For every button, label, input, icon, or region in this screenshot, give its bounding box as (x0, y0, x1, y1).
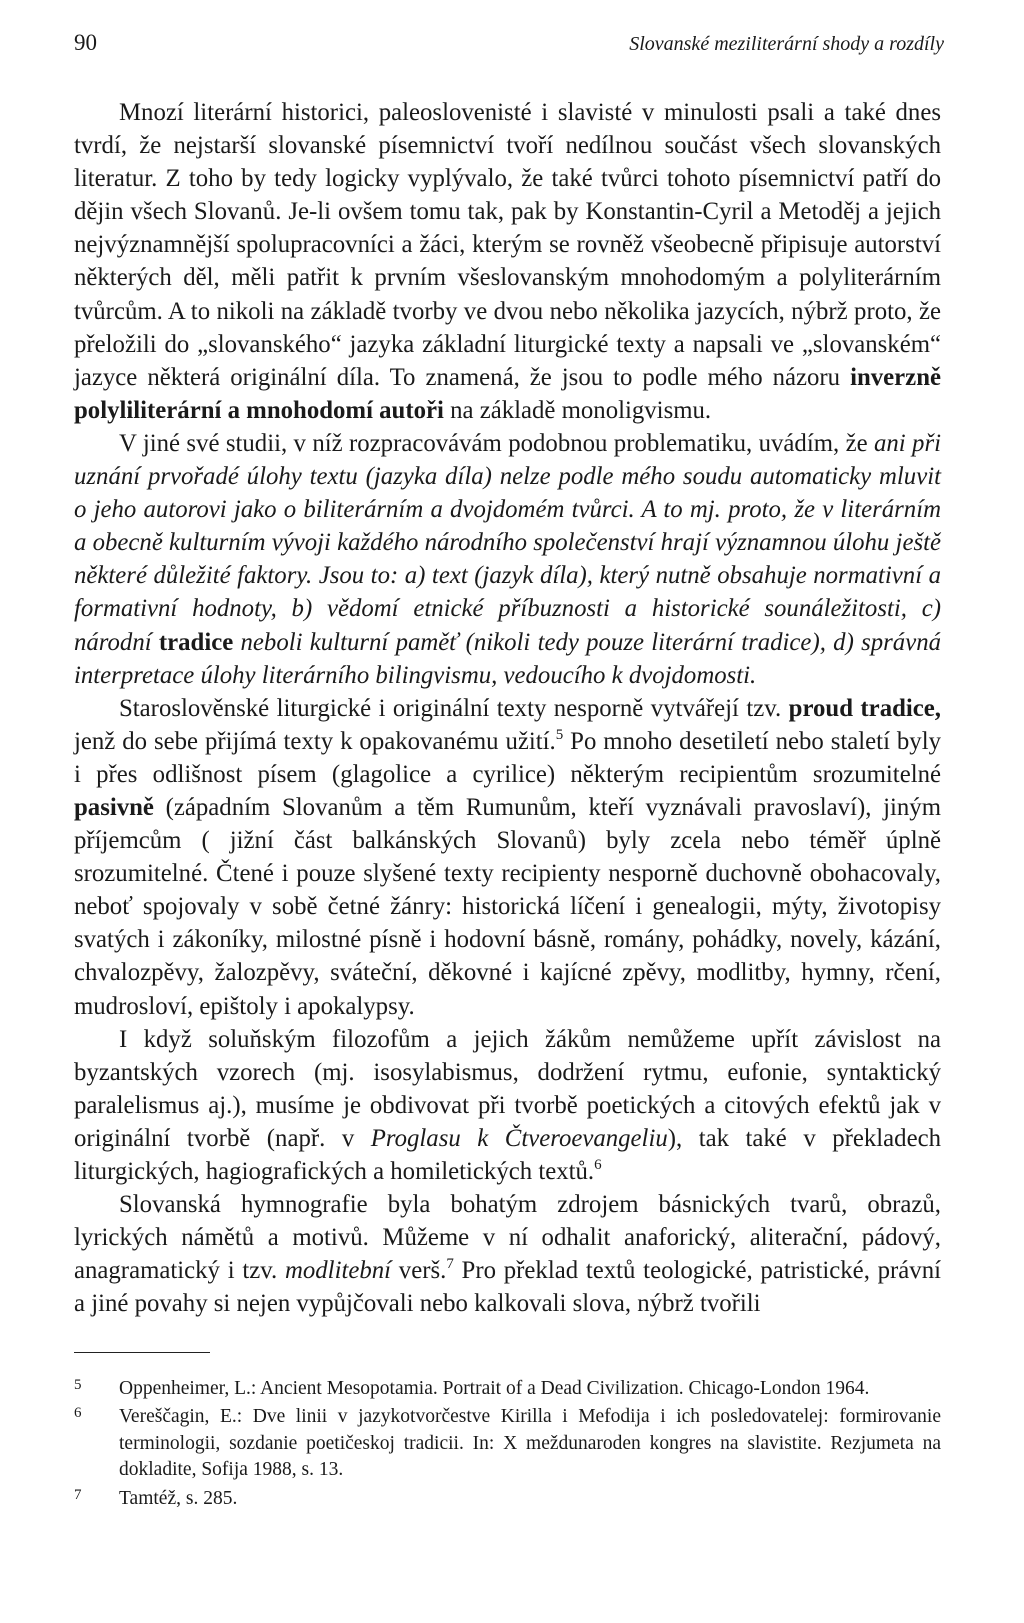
footnote (74, 1376, 941, 1402)
text-run: modlitební (284, 1257, 392, 1285)
footnote (74, 1486, 941, 1512)
text-run: verš. (391, 1257, 447, 1285)
footnote-separator (74, 1352, 210, 1353)
footnote-text: Oppenheimer, L.: Ancient Mesopotamia. Portrait of a Dead Civilization. Chicago-London 1964. (119, 1378, 870, 1399)
paragraph (74, 1023, 941, 1188)
text-run: pasivně (74, 793, 154, 821)
page-header (74, 30, 944, 64)
text-run: Pro překlad textů teologické, patristické, právní a jiné povahy si nejen vypůjčovali nebo kalkovali slova, nýbrž tvořili (74, 1257, 941, 1318)
paragraph (74, 427, 941, 692)
text-run: V jiné své studii, v níž rozpracovávám podobnou problematiku, uvádím, že (119, 429, 874, 457)
text-run: (západním Slovanům a těm Rumunům, kteří vyznávali pravoslaví), jiným příjemcům ( jižní část balkánských Slovanů) byly zcela nebo téměř úplně srozumitelné. Čtené i pouze slyšené texty recipienty nesporně duchovně obohacovaly, neboť spojovaly v sobě četné žánry: historická líčení i genealogii, mýty, životopisy svatých i zákoníky, milostné písně i hodovní básně, romány, pohádky, novely, kázání, chvalozpěvy, žalozpěvy, sváteční, děkovné i kajícné zpěvy, modlitby, hymny, rčení, mudrosloví, epištoly i apokalypsy. (74, 793, 941, 1020)
footnote-reference: 7 (446, 1256, 454, 1273)
text-run: ), tak také v překladech liturgických, hagiografických a homiletických textů. (74, 1124, 941, 1185)
text-run: Slovanská hymnografie byla bohatým zdrojem básnických tvarů, obrazů, lyrických námětů a motivů. Můžeme v ní odhalit anaforický, aliterační, pádový, anagramatický i tzv. (74, 1191, 941, 1285)
text-run: tradice (158, 628, 234, 656)
page-number: 90 (74, 30, 97, 55)
paragraph (74, 1188, 941, 1320)
text-run: Staroslověnské liturgické i originální texty nesporně vytvářejí tzv. (119, 694, 789, 722)
footnote-number: 5 (74, 1377, 82, 1393)
text-run: Mnozí literární historici, paleoslovenisté i slavisté v minulosti psali a také dnes tvrdí, že nejstarší slovanské písemnictví tvoří nedílnou součást všech slovanských literatur. Z toho by tedy logicky vyplývalo, že také tvůrci tohoto písemnictví patří do dějin všech Slovanů. Je-li ovšem tomu tak, pak by Konstantin-Cyril a Metoděj a jejich nejvýznamnější spolupracovníci a žáci, kterým se rovněž všeobecně připisuje autorství některých děl, měli patřit k prvním všeslovanským mnohodomým a polyliterárním tvůrcům. A to nikoli na základě tvorby ve dvou nebo několika jazycích, nýbrž proto, že přeložili do „slovanského“ jazyka základní liturgické texty a napsali ve „slovanském“ jazyce některá originální díla. To znamená, že jsou to podle mého názoru (74, 99, 941, 391)
footnote-number: 7 (74, 1486, 82, 1503)
footnote-text: Tamtéž, s. 285. (119, 1487, 238, 1509)
footnote-number: 6 (74, 1405, 82, 1422)
body-text (74, 96, 941, 1320)
text-run: neboli kulturní paměť (nikoli tedy pouze literární tradice), d) správná interpretace úlohy literárního bilingvismu, vedoucího k dvojdomosti. (74, 628, 942, 689)
footnote-reference: 5 (555, 726, 564, 743)
paragraph (74, 96, 941, 427)
text-run: Po mnoho desetiletí nebo staletí byly i přes odlišnost písem (glagolice a cyrilice) některým recipientům srozumitelné (74, 727, 941, 788)
text-run: I když soluňským filozofům a jejich žákům nemůžeme upřít závislost na byzantských vzorech (mj. isosylabismus, dodržení rytmu, eufonie, syntaktický paralelismus aj.), musíme je obdivovat při tvorbě poetických a citových efektů jak v originální tvorbě (např. v (74, 1025, 941, 1152)
text-run: Proglasu k Čtveroevangeliu (370, 1124, 668, 1152)
text-run: jenž do sebe přijímá texty k opakovanému užití. (74, 727, 556, 755)
footnote (74, 1404, 941, 1483)
running-title: Slovanské meziliterární shody a rozdíly (629, 33, 944, 55)
text-run: inverzně polyliliterární a mnohodomí autoři (74, 363, 941, 424)
text-run: proud tradice, (788, 694, 941, 722)
footnotes (74, 1376, 941, 1514)
text-run: ani při uznání prvořadé úlohy textu (jazyka díla) nelze podle mého soudu automaticky mluvit o jeho autorovi jako o biliterárním a dvojdomém tvůrci. A to mj. proto, že v literárním a obecně kulturním vývoji každého národního společenství hrají významnou úlohu ještě některé důležité faktory. Jsou to: a) text (jazyk díla), který nutně obsahuje normativní a formativní hodnoty, b) vědomí etnické příbuznosti a historické sounáležitosti, c) národní (74, 429, 941, 656)
footnote-text: Vereščagin, E.: Dve linii v jazykotvorčestve Kirilla i Mefodija i ich posledovatelej: formirovanie terminologii, sozdanie poetičeskoj tradicii. In: X meždunaroden kongres na slavistite. Rezjumeta na dokladite, Sofija 1988, s. 13. (119, 1406, 941, 1481)
text-run: na základě monoligvismu. (443, 396, 712, 424)
footnote-reference: 6 (594, 1157, 602, 1173)
paragraph (74, 692, 941, 1023)
